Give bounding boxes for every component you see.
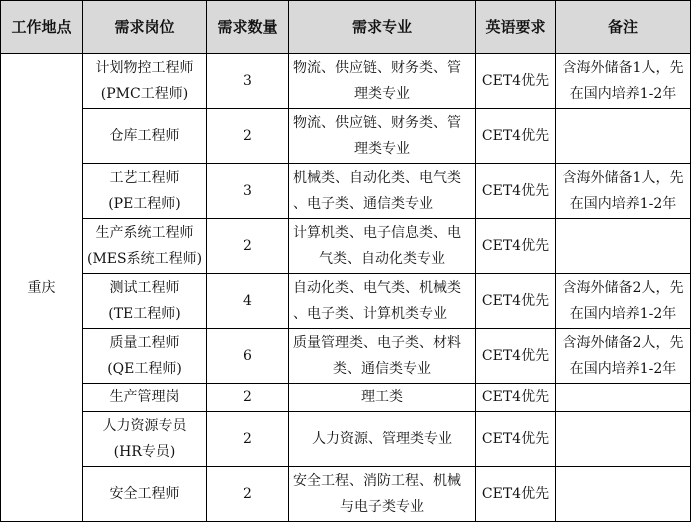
major-cell [289,218,476,273]
major-line: 与电子类专业 [340,498,424,515]
english-cell: CET4优先 [476,411,556,466]
english-cell: CET4优先 [476,273,556,328]
major-line: 、电子类、通信类专业 [293,195,433,212]
count-cell: 3 [207,163,289,218]
table-row [1,383,691,411]
remark-cell [556,218,691,273]
position-line: 生产管理岗 [109,389,180,406]
major-line: 自动化类、电气类、机械类 [293,279,461,296]
major-line: 理工类 [361,389,403,406]
position-line: 生产系统工程师 [95,224,194,241]
remark-line: 在国内培养1-2年 [569,305,677,322]
english-cell: CET4优先 [476,466,556,521]
major-line: 理类专业 [354,85,410,102]
remark-cell [556,383,691,411]
location-cell: 重庆 [1,54,83,522]
major-cell [289,108,476,163]
position-cell [83,328,207,383]
major-line: 人力资源、管理类专业 [312,430,452,447]
count-cell: 2 [207,383,289,411]
major-cell [289,328,476,383]
remark-cell [556,163,691,218]
remark-cell [556,54,691,109]
major-cell [289,466,476,521]
count-cell: 3 [207,54,289,109]
major-cell [289,273,476,328]
table-row [1,54,691,109]
english-cell: CET4优先 [476,383,556,411]
position-line: 仓库工程师 [109,127,180,144]
major-line: 机械类、自动化类、电气类 [293,169,461,186]
table-row [1,411,691,466]
remark-cell [556,328,691,383]
remark-line: 含海外储备2人，先 [562,279,684,296]
remark-cell [556,108,691,163]
major-line: 理类专业 [354,140,410,157]
position-line: (MES系统工程师) [87,250,203,267]
header-position: 需求岗位 [83,1,207,54]
position-line: 安全工程师 [109,485,180,502]
remark-cell [556,466,691,521]
remark-line: 在国内培养1-2年 [569,360,677,377]
position-line: (HR专员) [113,443,176,460]
header-remark: 备注 [556,1,691,54]
header-count: 需求数量 [207,1,289,54]
header-major: 需求专业 [289,1,476,54]
major-line: 、电子类、计算机类专业 [293,305,447,322]
table-row [1,273,691,328]
header-row [1,1,691,54]
major-line: 气类、自动化类专业 [319,250,445,267]
english-cell: CET4优先 [476,218,556,273]
remark-line: 含海外储备1人，先 [562,59,684,76]
remark-cell [556,411,691,466]
position-line: 计划物控工程师 [95,59,194,76]
position-cell [83,218,207,273]
english-cell: CET4优先 [476,108,556,163]
major-line: 物流、供应链、财务类、管 [293,114,461,131]
count-cell: 6 [207,328,289,383]
position-cell [83,54,207,109]
position-line: 质量工程师 [109,334,180,351]
remark-line: 在国内培养1-2年 [569,195,677,212]
position-line: (PE工程师) [108,195,181,212]
table-row [1,163,691,218]
count-cell: 2 [207,466,289,521]
position-cell [83,466,207,521]
remark-cell [556,273,691,328]
position-line: 测试工程师 [109,279,180,296]
major-cell [289,383,476,411]
table-row [1,218,691,273]
position-line: (QE工程师) [107,360,182,377]
major-line: 质量管理类、电子类、材料 [293,334,461,351]
position-line: 人力资源专员 [102,417,187,434]
major-cell [289,163,476,218]
english-cell: CET4优先 [476,328,556,383]
english-cell: CET4优先 [476,54,556,109]
count-cell: 4 [207,273,289,328]
remark-line: 含海外储备1人，先 [562,169,684,186]
position-line: 工艺工程师 [109,169,180,186]
position-cell [83,383,207,411]
header-english: 英语要求 [476,1,556,54]
count-cell: 2 [207,218,289,273]
major-cell [289,411,476,466]
major-line: 类、通信类专业 [333,360,431,377]
major-line: 安全工程、消防工程、机械 [293,472,461,489]
major-line: 计算机类、电子信息类、电 [293,224,461,241]
position-line: (PMC工程师) [100,85,189,102]
header-location: 工作地点 [1,1,83,54]
count-cell: 2 [207,411,289,466]
table-row [1,108,691,163]
position-cell [83,163,207,218]
table-row [1,466,691,521]
position-line: (TE工程师) [108,305,181,322]
remark-line: 在国内培养1-2年 [569,85,677,102]
count-cell: 2 [207,108,289,163]
remark-line: 含海外储备2人，先 [562,334,684,351]
english-cell: CET4优先 [476,163,556,218]
position-cell [83,411,207,466]
position-cell [83,273,207,328]
major-cell [289,54,476,109]
major-line: 物流、供应链、财务类、管 [293,59,461,76]
position-cell [83,108,207,163]
table-row [1,328,691,383]
